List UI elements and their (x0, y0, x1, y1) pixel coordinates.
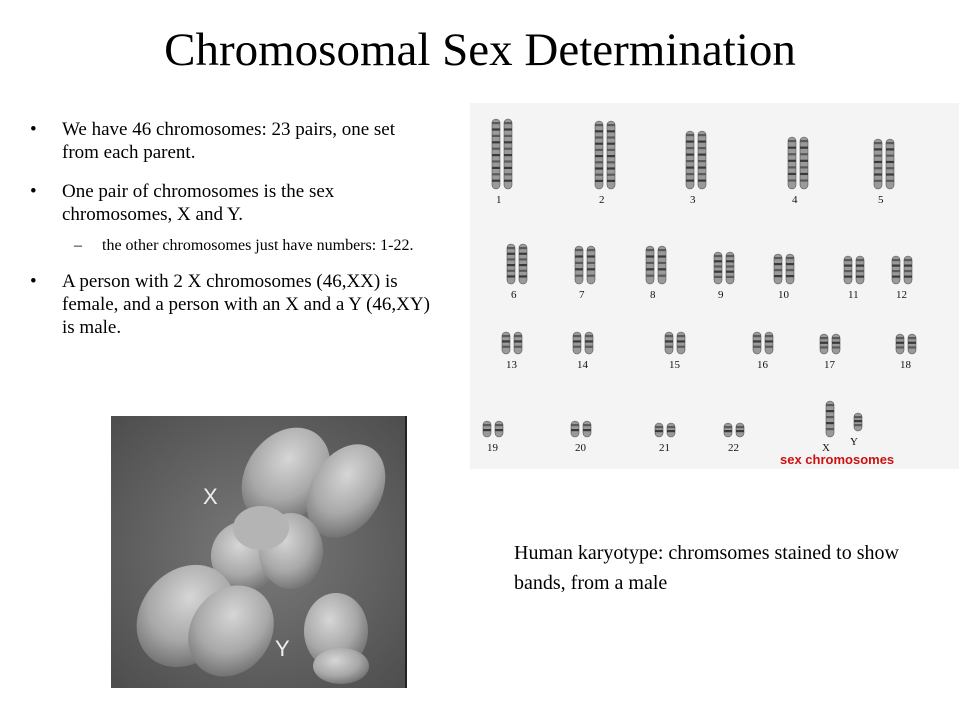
bullet-item (30, 270, 430, 339)
bullet-list (30, 118, 430, 355)
sub-bullet-item (30, 236, 430, 256)
bullet-dot: • (30, 119, 37, 140)
chromosome-number-label: 19 (487, 442, 498, 454)
chromosome-pair (483, 421, 503, 437)
chromosome-number-label: 1 (496, 194, 502, 206)
bullet-item (30, 118, 430, 164)
bullet-text: We have 46 chromosomes: 23 pairs, one set from each parent. (62, 119, 396, 163)
chromosome-number-label: 13 (506, 359, 517, 371)
chromosome-number-label: 4 (792, 194, 798, 206)
chromosome-number-label: 5 (878, 194, 884, 206)
slide-title: Chromosomal Sex Determination (164, 24, 796, 76)
bullet-text: A person with 2 X chromosomes (46,XX) is female, and a person with an X and a Y (46,XY) is male. (62, 271, 430, 338)
chromosome-number-label: 18 (900, 359, 911, 371)
sem-figure (111, 416, 407, 688)
y-label: Y (275, 636, 290, 661)
chromosome-number-label: 12 (896, 289, 907, 301)
chromosome-pair (714, 252, 734, 284)
chromosome-number-label: 6 (511, 289, 517, 301)
chromosome-number-label: 3 (690, 194, 696, 206)
chromosome-number-label: 15 (669, 359, 680, 371)
chromosome-number-label: 9 (718, 289, 724, 301)
chromosome-pair (507, 244, 527, 284)
bullet-item (30, 180, 430, 226)
chromosome-number-label: 2 (599, 194, 605, 206)
chromosome-pair (724, 423, 744, 437)
chromosome-pair (892, 256, 912, 284)
chromosome-pair (665, 332, 685, 354)
chromosome-pair (571, 421, 591, 437)
sub-bullet-dash: – (74, 237, 82, 254)
chromosome-number-label: 21 (659, 442, 670, 454)
sub-bullet-text: the other chromosomes just have numbers: 1-22. (102, 237, 414, 254)
chromosome-number-label: 7 (579, 289, 585, 301)
image-border (405, 416, 407, 688)
karyotype-image (470, 103, 959, 469)
x-label: X (203, 484, 218, 509)
chromosome-pair (788, 137, 808, 189)
chromosome-number-label: 10 (778, 289, 789, 301)
bullet-dot: • (30, 181, 37, 202)
chromosome-pair (820, 334, 840, 354)
chromosome-pair (573, 332, 593, 354)
chromosome-pair (854, 413, 862, 431)
chromosome-pair (874, 139, 894, 189)
chromosome-pair (502, 332, 522, 354)
chromosome-pair (753, 332, 773, 354)
sex-chromosomes-label: sex chromosomes (780, 452, 895, 467)
chromosome-pair (844, 256, 864, 284)
chromosome-number-label: 17 (824, 359, 835, 371)
sem-chromosome-image (111, 416, 407, 688)
karyotype-caption: Human karyotype: chromsomes stained to show bands, from a male (514, 542, 899, 594)
chromosome-pair (826, 401, 834, 437)
chromosome-number-label: 14 (577, 359, 588, 371)
chromosome-pair (492, 119, 512, 189)
chromosome-pair (595, 121, 615, 189)
chromosome-number-label: 16 (757, 359, 768, 371)
bullet-dot: • (30, 271, 37, 292)
chromosome-pair (655, 423, 675, 437)
chromosome-number-label: 20 (575, 442, 586, 454)
chromosome-pair (575, 246, 595, 284)
chromosome-number-label: 11 (848, 289, 859, 301)
chromosome-number-label: 22 (728, 442, 739, 454)
chromosome-pair (686, 131, 706, 189)
chromosome-number-label: 8 (650, 289, 656, 301)
karyotype-figure (470, 103, 959, 469)
chromosome-pair (646, 246, 666, 284)
chromosome-pair (774, 254, 794, 284)
chromosome-number-label: X (822, 442, 830, 454)
bullet-text: One pair of chromosomes is the sex chromosomes, X and Y. (62, 181, 335, 225)
chromosome-pair (896, 334, 916, 354)
chromosome-number-label: Y (850, 436, 858, 448)
